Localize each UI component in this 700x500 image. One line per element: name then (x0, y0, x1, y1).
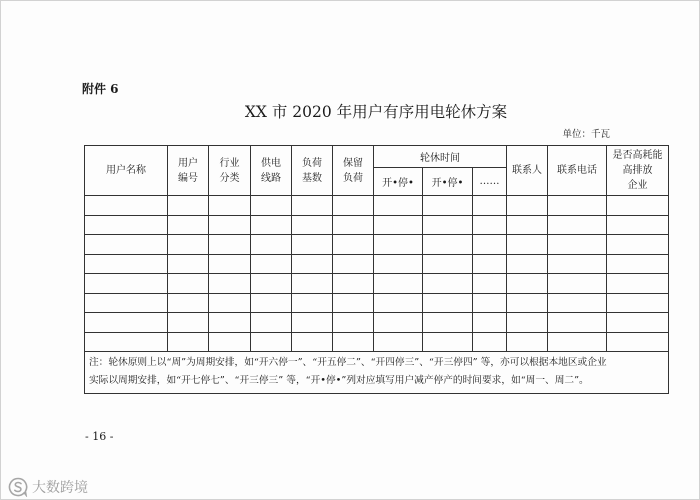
table-cell (251, 313, 292, 333)
table-cell (507, 313, 548, 333)
watermark-text: 大数跨境 (32, 480, 88, 496)
table-cell (168, 293, 209, 313)
watermark (8, 476, 88, 498)
table-cell (473, 254, 507, 274)
table-cell (292, 215, 333, 235)
table-cell (292, 254, 333, 274)
table-cell (507, 196, 548, 216)
table-cell (168, 196, 209, 216)
header-rotation-slot-more (473, 168, 507, 196)
table-cell (85, 235, 168, 255)
table-cell (251, 254, 292, 274)
table-cell (473, 274, 507, 294)
table-cell (607, 196, 669, 216)
header-contact-label: 联系人 (512, 165, 543, 176)
table-cell (251, 293, 292, 313)
table-cell (374, 254, 423, 274)
header-high-energy (607, 146, 669, 196)
table-cell (209, 235, 251, 255)
table-cell (333, 254, 374, 274)
table-cell (209, 313, 251, 333)
table-cell (333, 332, 374, 352)
table-row (85, 313, 669, 333)
table-cell (85, 313, 168, 333)
table-cell (85, 196, 168, 216)
table-cell (374, 293, 423, 313)
table-cell (292, 235, 333, 255)
table-cell (507, 215, 548, 235)
table-row (85, 215, 669, 235)
attachment-label: 附件 6 (82, 82, 119, 96)
header-high-energy-line-1: 是否高耗能 (612, 150, 663, 161)
table-cell (607, 235, 669, 255)
table-cell (473, 313, 507, 333)
table-cell (209, 274, 251, 294)
table-cell (168, 215, 209, 235)
table-row (85, 293, 669, 313)
table-cell (374, 313, 423, 333)
table-body (85, 196, 669, 352)
header-industry-line-1: 行业 (219, 157, 240, 169)
table-cell (473, 293, 507, 313)
header-user-id-line-2: 编号 (178, 172, 198, 184)
rotation-plan-table (84, 145, 669, 394)
header-reserved-load-line-1: 保留 (343, 157, 363, 169)
table-cell (251, 215, 292, 235)
header-supply-line (251, 146, 292, 196)
table-cell (374, 196, 423, 216)
header-rotation-time-label: 轮休时间 (420, 153, 461, 164)
header-user-id-line-1: 用户 (178, 157, 198, 169)
header-industry-line-2: 分类 (219, 172, 240, 184)
table-cell (423, 274, 473, 294)
table-cell (168, 254, 209, 274)
table-cell (548, 274, 607, 294)
table-cell (423, 293, 473, 313)
header-row (85, 146, 669, 168)
table-cell (548, 254, 607, 274)
header-base-load-line-2: 基数 (302, 172, 322, 184)
table-cell (85, 274, 168, 294)
header-high-energy-line-2: 高排放 (622, 165, 653, 176)
header-phone (548, 146, 607, 196)
table-cell (548, 196, 607, 216)
header-contact (507, 146, 548, 196)
table-cell (374, 215, 423, 235)
table-cell (423, 313, 473, 333)
table-cell (507, 274, 548, 294)
header-high-energy-line-3: 企业 (627, 180, 648, 191)
note-line-1: 注：轮休原则上以“周”为周期安排，如“开六停一”、“开五停二”、“开四停三”、“开三停四” 等，亦可以根据本地区或企业 (89, 357, 607, 368)
table-cell (209, 332, 251, 352)
header-base-load-line-1: 负荷 (302, 157, 322, 169)
table-cell (507, 293, 548, 313)
brand-logo-icon (8, 477, 28, 497)
unit-label: 单位：千瓦 (562, 129, 610, 140)
page-title: XX 市 2020 年用户有序用电轮休方案 (244, 103, 508, 121)
header-supply-line-line-2: 线路 (261, 172, 281, 184)
table-cell (209, 293, 251, 313)
table-cell (423, 254, 473, 274)
header-phone-label: 联系电话 (557, 165, 598, 176)
header-reserved-load (333, 146, 374, 196)
table-cell (473, 215, 507, 235)
table-cell (333, 313, 374, 333)
table-cell (209, 215, 251, 235)
table-cell (209, 254, 251, 274)
header-rotation-time (374, 146, 507, 168)
table-cell (507, 254, 548, 274)
table-note (85, 352, 669, 394)
table-cell (607, 274, 669, 294)
header-user-name (85, 146, 168, 196)
header-rotation-slot-2 (423, 168, 473, 196)
table-cell (548, 215, 607, 235)
table-cell (292, 332, 333, 352)
note-line-2: 实际以周期安排，如“开七停七”、“开三停三” 等，“开•停•”列对应填写用户减产停产的时间要求，如“周一、周二”。 (89, 375, 589, 386)
table-cell (423, 332, 473, 352)
table-cell (548, 235, 607, 255)
header-base-load (292, 146, 333, 196)
table-cell (473, 235, 507, 255)
table-cell (333, 215, 374, 235)
note-row (85, 352, 669, 394)
table-cell (423, 235, 473, 255)
table-cell (168, 332, 209, 352)
table-cell (548, 293, 607, 313)
table-row (85, 254, 669, 274)
table-cell (292, 313, 333, 333)
table-cell (507, 235, 548, 255)
table-cell (85, 332, 168, 352)
table-cell (607, 215, 669, 235)
table-cell (251, 196, 292, 216)
table-cell (607, 254, 669, 274)
table-cell (607, 332, 669, 352)
rotation-plan-table-wrapper (84, 145, 668, 394)
header-industry (209, 146, 251, 196)
table-cell (333, 293, 374, 313)
header-user-name-label: 用户名称 (106, 165, 146, 176)
table-header (85, 146, 669, 196)
table-cell (607, 313, 669, 333)
table-cell (251, 332, 292, 352)
table-cell (292, 274, 333, 294)
page-number: - 16 - (85, 430, 114, 443)
table-cell (548, 313, 607, 333)
header-user-id (168, 146, 209, 196)
table-cell (292, 293, 333, 313)
table-cell (333, 274, 374, 294)
header-reserved-load-line-2: 负荷 (343, 172, 363, 184)
table-row (85, 332, 669, 352)
table-cell (374, 274, 423, 294)
table-cell (168, 313, 209, 333)
table-cell (251, 235, 292, 255)
table-cell (374, 332, 423, 352)
table-cell (85, 293, 168, 313)
table-cell (85, 254, 168, 274)
table-cell (423, 215, 473, 235)
table-cell (168, 274, 209, 294)
table-cell (333, 196, 374, 216)
table-cell (607, 293, 669, 313)
table-cell (374, 235, 423, 255)
table-footer (85, 352, 669, 394)
table-cell (85, 215, 168, 235)
table-cell (333, 235, 374, 255)
table-cell (292, 196, 333, 216)
table-cell (251, 274, 292, 294)
table-cell (548, 332, 607, 352)
header-rotation-slot-1 (374, 168, 423, 196)
table-row (85, 235, 669, 255)
table-row (85, 274, 669, 294)
header-rotation-slot-more-label: …… (479, 176, 500, 187)
table-cell (507, 332, 548, 352)
table-cell (473, 196, 507, 216)
table-cell (473, 332, 507, 352)
table-cell (423, 196, 473, 216)
header-rotation-slot-1-label: 开•停• (382, 178, 414, 189)
header-supply-line-line-1: 供电 (261, 157, 281, 169)
table-cell (209, 196, 251, 216)
header-rotation-slot-2-label: 开•停• (431, 178, 464, 189)
table-cell (168, 235, 209, 255)
table-row (85, 196, 669, 216)
